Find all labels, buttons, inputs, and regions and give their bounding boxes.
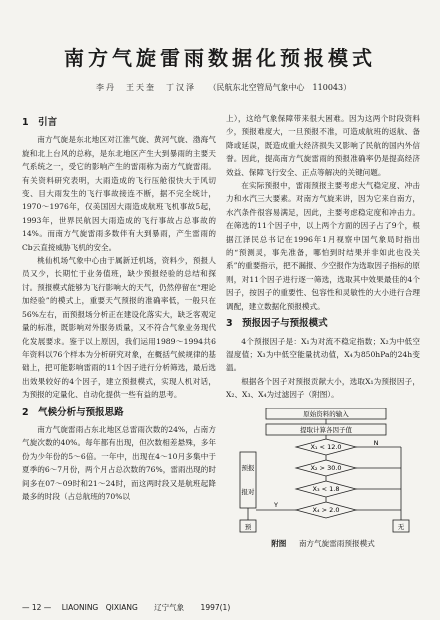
paper-title: 南方气旋雷雨数据化预报模式 (64, 46, 376, 70)
flow-cond-x4-label: X₄ > 2.0 (312, 505, 340, 514)
flow-cond-x3-label: X₃ < 1.8 (312, 484, 340, 493)
flow-out-no-label: 无 (397, 522, 405, 531)
figure-number: 附图 (271, 538, 287, 548)
journal-name-cn: 辽宁气象 (154, 603, 185, 612)
paragraph: 上），这给气象保障带来很大困难。因为这两个时段资料少，预报难度大，一旦预报不准，可造成航班的返航、备降或延误，既造成重大经济损失又影响了民航的国内外信誉。因此，提高南方气旋雷雨的预报准确率仍是提高经济效益、保障飞行安全、正点等解决的关键问题。 (226, 114, 420, 177)
left-column (22, 112, 216, 503)
figure-caption (226, 537, 420, 550)
flowchart (236, 408, 416, 534)
flow-cond-x1-label: X₁ < 12.0 (310, 442, 342, 451)
journal-name: LIAONING QIXIANG (61, 603, 138, 612)
paragraph: 南方气旋是东北地区对江淮气旋、黄河气旋、渤海气旋和北上台风的总称，是东北地区产生大到暴雨的主要天气系统之一，受它的影响产生的雷雨称为南方气旋雷雨。有关资料研究表明，大雨造成的飞行压舱很快大于风切变、目大雨发生的飞行事故接连不断，据不完全统计，1970～1976年，仅美国因大雨造成航班飞机事故5起，1993年，世界民航因大雨造成的飞行事故占总事故的14%。而南方气旋雷雨多数伴有大到暴雨，产生雷雨的Cb云直接威胁飞机的安全。 (22, 135, 216, 252)
paragraph: 南方气旋雷雨占东北地区总雷雨次数的24%，占南方气旋次数的40%。每年都有出现，但次数相差悬殊，多年份为少年份的5～6倍。一年中，出现在4～10月多集中于夏季的6～7月份，两个月占总次数的76%，雷雨出现的时间多在07～09时和21～24时，而这两时段又是航班起降最多的时段（占总航班的70%以 (22, 424, 216, 501)
paragraph: 在实际预报中，雷雨预报主要考虑大气稳定度、冲击力和水汽三大要素。对南方气旋来讲，因为它来自南方，水汽条件很容易满足，因此，主要考虑稳定度和冲击力。在筛选的11个因子中，以上两个方面的因子占了9个，根据江泽民总书记在1996年1月视察中国气象局时指出的“预测灵，事先准备，哪怕到时结果并非如此也没关系”的重要指示，把不漏报、少空报作为选取因子指标的原则，对11个因子进行逐一筛选，选取其中效果最佳的4个因子，按因子的重要性、包容性和灵敏性的大小进行合理调配，建立数据化预报模式。 (226, 181, 420, 311)
right-column (226, 112, 420, 550)
paragraph: 4个预报因子是：X₁为对流不稳定指数；X₂为中低空湿度值；X₃为中低空能量扰动值，X₄为850hPa的24h变温。 (226, 336, 420, 373)
paragraph: 桃仙机场气象中心由于属新迁机场，资料少，预报人员又少，长期忙于业务值班，缺少预报经验的总结和探讨。预报模式能够为飞行影响大的天气，仍然停留在“理论加经验”的模式上，重要天气预报的准确率低，一般只在56%左右，而预报场分析正在建设化落实大，缺乏客观定量的标准，既影响对外服务质量，又不符合气象业务现代化发展要求。鉴于以上原因，我们运用1989～1994共6年资料以76个样本为分析研究对象，在概括气候规律的基础上，把可能影响雷雨的11个因子进行分析筛选，最后选出效果较好的4个因子，建立预报模式，实现人机对话，为预报的定量化、自动化提供一些有益的思考。 (22, 256, 216, 400)
section-heading-2: 2 气候分析与预报思路 (22, 406, 124, 418)
flow-forecast-label: 预报 (241, 463, 255, 472)
page-number: — 12 — (22, 603, 52, 612)
flow-yes-label: Y (274, 500, 278, 509)
author-names: 李丹 王天奎 丁汉泽 (96, 83, 196, 92)
flow-correct-label: 报对 (241, 487, 255, 496)
flow-cond-x2-label: X₂ > 30.0 (310, 463, 342, 472)
section-heading-intro: 1 引言 (22, 117, 58, 128)
author-line (96, 82, 416, 93)
author-affiliation: （民航东北空管局气象中心 110043） (208, 83, 352, 92)
figure-caption-text: 南方气旋雷雨预报模式 (298, 538, 375, 548)
flow-input-label: 原始资料的输入 (303, 409, 349, 418)
paragraph: 根据各个因子对预报贡献大小，选取X₁为预报因子，X₂、X₃、X₄为过滤因子（附图）。 (226, 376, 420, 400)
journal-issue: 1997(1) (200, 603, 231, 612)
flow-calc-label: 提取计算各因子值 (300, 425, 352, 434)
flowchart-graphic (236, 408, 416, 534)
page-footer (22, 602, 422, 613)
flow-no-label: N (373, 438, 379, 447)
flow-forecast-box (240, 452, 256, 508)
flow-out-yes-label: 预 (244, 522, 252, 531)
section-heading-3: 3 预报因子与预报模式 (226, 318, 328, 330)
